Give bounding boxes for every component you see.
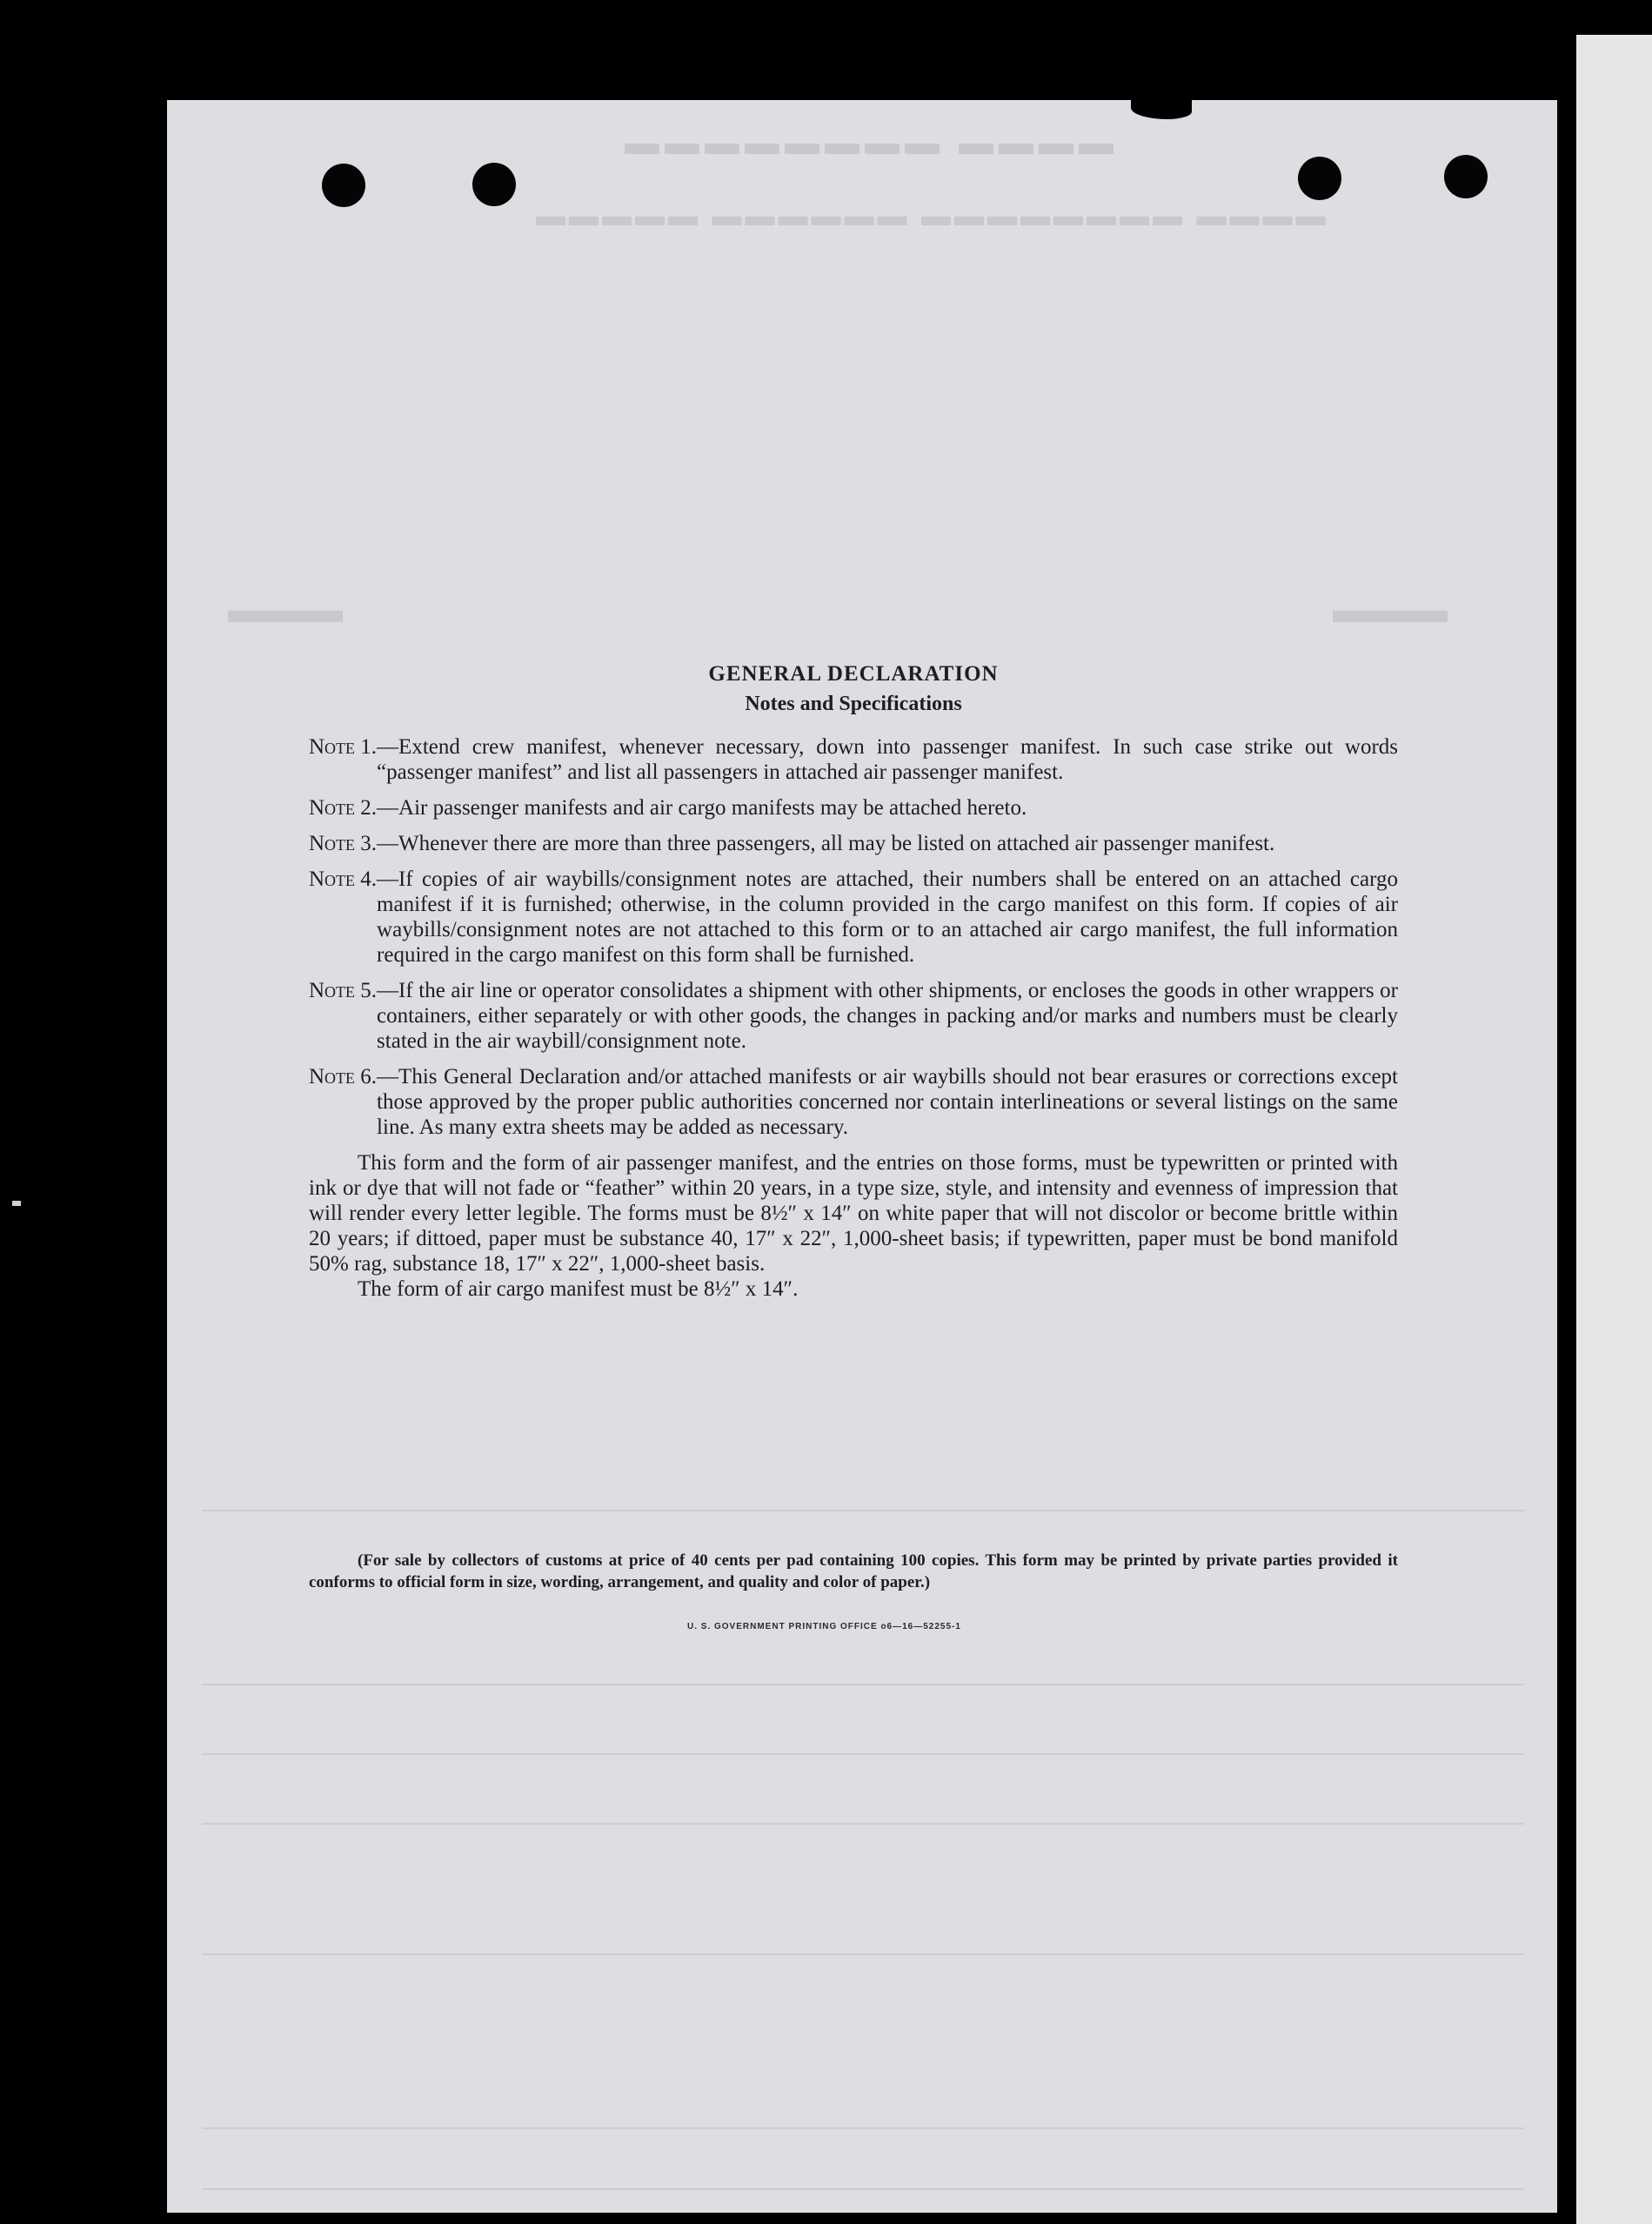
bleed-through-heading: ▬▬▬▬ ▬▬▬▬▬▬▬▬ <box>619 123 1114 162</box>
note-4 <box>309 867 1398 968</box>
punch-hole <box>322 164 365 207</box>
note-text: —Extend crew manifest, whenever necessary, down into passenger manifest. In such case strike out words “passenger manifest” and list all passengers in attached air passenger manifest. <box>377 735 1398 784</box>
note-text: —This General Declaration and/or attached manifests or air waybills should not bear erasures or corrections except those approved by the proper public authorities concerned nor contain interlineations or several listings on the same line. As many extra sheets may be added as necessary. <box>377 1065 1398 1139</box>
punch-hole <box>1298 157 1341 200</box>
cargo-manifest-size-paragraph: The form of air cargo manifest must be 8½″ x 14″. <box>358 1277 799 1301</box>
note-3 <box>309 831 1398 856</box>
note-label: Note 2. <box>309 796 378 820</box>
printer-line: U. S. GOVERNMENT PRINTING OFFICE o6—16—52255-1 <box>687 1622 961 1631</box>
note-2 <box>309 795 1398 821</box>
document-title: GENERAL DECLARATION <box>708 662 999 686</box>
note-label: Note 6. <box>309 1065 378 1089</box>
note-text: —If the air line or operator consolidates a shipment with other shipments, or encloses the goods in other wrappers or containers, either separately or with other goods, the changes in packing and/or marks and numbers must be clearly stated in the air waybill/consignment note. <box>377 979 1398 1053</box>
bleed-through-rule <box>202 1684 1524 1685</box>
note-6 <box>309 1064 1398 1140</box>
note-1 <box>309 734 1398 785</box>
bleed-through-rule <box>202 1510 1524 1511</box>
note-5 <box>309 978 1398 1054</box>
scan-edge-mark <box>12 1201 21 1206</box>
note-text: —Whenever there are more than three passengers, all may be listed on attached air passenger manifest. <box>377 832 1275 855</box>
note-text: —Air passenger manifests and air cargo manifests may be attached hereto. <box>377 796 1027 820</box>
adjacent-page-strip <box>1576 35 1652 2224</box>
bleed-through-rule <box>202 1823 1524 1825</box>
bleed-through-rule <box>202 1953 1524 1955</box>
punch-hole <box>472 163 516 206</box>
note-label: Note 5. <box>309 979 378 1002</box>
document-subtitle: Notes and Specifications <box>745 693 962 715</box>
bleed-through-rule <box>202 2188 1524 2190</box>
note-label: Note 3. <box>309 832 378 855</box>
bleed-through-rule <box>202 2127 1524 2129</box>
note-text: —If copies of air waybills/consignment notes are attached, their numbers shall be entered on an attached cargo manifest if it is furnished; otherwise, in the column provided in the cargo manifest on this form. If copies of air waybills/consignment notes are not attached to this form or to an attached air cargo manifest, the full information required in the cargo manifest on this form shall be furnished. <box>377 867 1398 967</box>
notes-section <box>309 661 1398 1302</box>
punch-hole <box>1444 155 1488 198</box>
form-specification-paragraph: This form and the form of air passenger manifest, and the entries on those forms, must be typewritten or printed with ink or dye that will not fade or “feather” within 20 years, in a type size, style, and intensity and evenness of impression that will render every letter legible. The forms must be 8½″ x 14″ on white paper that will not discolor or become brittle within 20 years; if dittoed, paper must be substance 40, 17″ x 22″, 1,000-sheet basis; if typewritten, paper must be bond manifold 50% rag, substance 18, 17″ x 22″, 1,000-sheet basis. <box>309 1151 1398 1276</box>
note-label: Note 4. <box>309 867 378 891</box>
bleed-through-line: ▬▬▬▬ ▬▬▬▬▬▬▬▬ ▬▬▬▬▬▬ ▬▬▬▬▬ <box>532 200 1326 232</box>
bleed-through-number: ▬▬▬ <box>228 588 343 631</box>
bleed-through-number: ▬▬▬ <box>1333 588 1448 631</box>
sale-note: (For sale by collectors of customs at price of 40 cents per pad containing 100 copies. This form may be printed by private parties provided it conforms to official form in size, wording, arrangement, and quality and color of paper.) <box>309 1551 1398 1591</box>
note-label: Note 1. <box>309 735 378 759</box>
bleed-through-rule <box>202 1753 1524 1755</box>
